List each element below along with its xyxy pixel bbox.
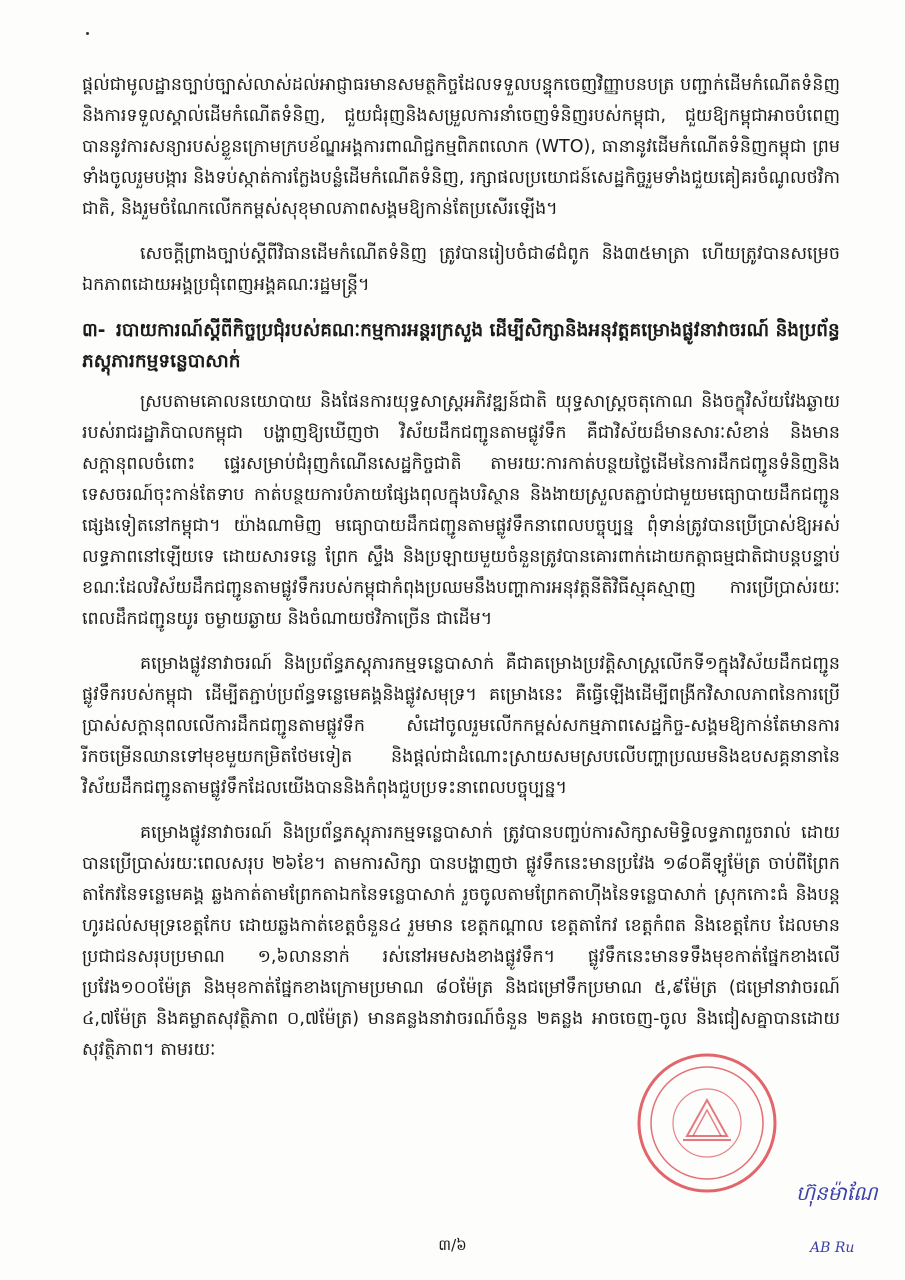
scan-speck	[86, 32, 89, 35]
section-number: ៣-	[82, 320, 106, 341]
paragraph-policy: ស្របតាមគោលនយោបាយ និងផែនការយុទ្ធសាស្ត្រអភិវឌ្ឍន៍ជាតិ យុទ្ធសាស្ត្រចតុកោណ និងចក្ខុវិស័យវែងឆ្ងាយរបស់រាជរដ្ឋាភិបាលកម្ពុជា បង្ហាញឱ្យឃើញថា វិស័យដឹកជញ្ជូនតាមផ្លូវទឹក គឺជាវិស័យដ៏មានសារៈសំខាន់ និងមានសក្តានុពលចំពោះ ផ្ទេរសម្រាប់ជំរុញកំណើនសេដ្ឋកិច្ចជាតិ តាមរយៈការកាត់បន្ថយថ្លៃដើមនៃការដឹកជញ្ជូនទំនិញនិងទេសចរណ៍ចុះកាន់តែទាប កាត់បន្ថយការបំភាយផ្សែងពុលក្នុងបរិស្ថាន និងងាយស្រួលតភ្ជាប់ជាមួយមធ្យោបាយដឹកជញ្ជូនផ្សេងទៀតនៅកម្ពុជា។ យ៉ាងណាមិញ មធ្យោបាយដឹកជញ្ជូនតាមផ្លូវទឹកនាពេលបច្ចុប្បន្ន ពុំទាន់ត្រូវបានប្រើប្រាស់ឱ្យអស់លទ្ធភាពនៅឡើយទេ ដោយសារទន្លេ ព្រែក ស្ទឹង និងប្រឡាយមួយចំនួនត្រូវបានគោរពាក់ដោយកត្តាធម្មជាតិជាបន្តបន្ទាប់ ខណៈដែលវិស័យដឹកជញ្ជូនតាមផ្លូវទឹករបស់កម្ពុជាកំពុងប្រឈមនឹងបញ្ហាការអនុវត្តនីតិវិធីស្មុគស្មាញ ការប្រើប្រាស់រយៈពេលដឹកជញ្ជូនយូរ ចម្ងាយឆ្ងាយ និងចំណាយថវិកាច្រើន ជាដើម។	[82, 392, 840, 629]
section-title: របាយការណ៍ស្តីពីកិច្ចប្រជុំរបស់គណៈកម្មការអន្តរក្រសួង ដើម្បីសិក្សានិងអនុវត្តគម្រោងផ្លូវនាវាចរណ៍ និងប្រព័ន្ធភស្តុភារកម្មទន្លេបាសាក់	[82, 320, 840, 372]
signature-bottom: AB Ru	[810, 1240, 855, 1256]
paragraph-continued: ផ្តល់ជាមូលដ្ឋានច្បាប់ច្បាស់លាស់ដល់អាជ្ញាធរមានសមត្ថកិច្ចដែលទទួលបន្ទុកចេញវិញ្ញាបនបត្រ បញ្ជាក់ដើមកំណើតទំនិញ និងការទទួលស្គាល់ដើមកំណើតទំនិញ, ជួយជំរុញនិងសម្រួលការនាំចេញទំនិញរបស់កម្ពុជា, ជួយឱ្យកម្ពុជាអាចបំពេញបាននូវការសន្យារបស់ខ្លួនក្រោមក្របខ័ណ្ឌអង្គការពាណិជ្ជកម្មពិភពលោក (WTO), ធានានូវដើមកំណើតទំនិញកម្ពុជា ព្រមទាំងចូលរួមបង្ការ និងទប់ស្កាត់ការក្លែងបន្លំដើមកំណើតទំនិញ, រក្សាផលប្រយោជន៍សេដ្ឋកិច្ចរួមទាំងជួយគៀគរចំណូលថវិកាជាតិ, និងរួមចំណែកលើកកម្ពស់សុខុមាលភាពសង្គមឱ្យកាន់តែប្រសើរឡើង។	[82, 75, 840, 219]
signature-initials: ហ៊ុនម៉ាណែ	[796, 1181, 878, 1205]
page-number: ៣/៦	[438, 1236, 467, 1254]
document-body	[82, 70, 840, 1080]
paragraph-study-results: គម្រោងផ្លូវនាវាចរណ៍ និងប្រព័ន្ធភស្តុភារកម្មទន្លេបាសាក់ ត្រូវបានបញ្ចប់ការសិក្សាសមិទ្ធិលទ្ធភាពរួចរាល់ ដោយបានប្រើប្រាស់រយៈពេលសរុប ២៦ខែ។ តាមការសិក្សា បានបង្ហាញថា ផ្លូវទឹកនេះមានប្រវែង ១៨០គីឡូម៉ែត្រ ចាប់ពីព្រែកតាកែវនៃទន្លេមេគង្គ ឆ្លងកាត់តាមព្រែកតាឯកនៃទន្លេបាសាក់ រួចចូលតាមព្រែកតាហ៊ីងនៃទន្លេបាសាក់ ស្រុកកោះធំ និងបន្តហូរដល់សមុទ្រខេត្តកែប ដោយឆ្លងកាត់ខេត្តចំនួន៤ រួមមាន ខេត្តកណ្តាល ខេត្តតាកែវ ខេត្តកំពត និងខេត្តកែប ដែលមានប្រជាជនសរុបប្រមាណ ១,៦លាននាក់ រស់នៅអមសងខាងផ្លូវទឹក។ ផ្លូវទឹកនេះមានទទឹងមុខកាត់ផ្នែកខាងលើប្រវែង១០០ម៉ែត្រ និងមុខកាត់ផ្នែកខាងក្រោមប្រមាណ ៨០ម៉ែត្រ និងជម្រៅទឹកប្រមាណ ៥,៩ម៉ែត្រ (ជម្រៅនាវាចរណ៍ ៤,៧ម៉ែត្រ និងគម្លាតសុវត្ថិភាព ០,៧ម៉ែត្រ) មានគន្លងនាវាចរណ៍ចំនួន ២គន្លង អាចចេញ-ចូល និងជៀសគ្នាបានដោយសុវត្ថិភាព។ តាមរយៈ	[82, 823, 840, 1060]
paragraph-draft-law-summary: សេចក្តីព្រាងច្បាប់ស្តីពីវិធានដើមកំណើតទំនិញ ត្រូវបានរៀបចំជា៨ជំពូក និង៣៥មាត្រា ហើយត្រូវបានសម្រេចឯកភាពដោយអង្គប្រជុំពេញអង្គគណៈរដ្ឋមន្ត្រី។	[82, 244, 840, 295]
paragraph-project-overview: គម្រោងផ្លូវនាវាចរណ៍ និងប្រព័ន្ធភស្តុភារកម្មទន្លេបាសាក់ គឺជាគម្រោងប្រវត្តិសាស្ត្រលើកទី១ក្នុងវិស័យដឹកជញ្ជូនផ្លូវទឹករបស់កម្ពុជា ដើម្បីតភ្ជាប់ប្រព័ន្ធទន្លេមេគង្គនិងផ្លូវសមុទ្រ។ គម្រោងនេះ គឺធ្វើឡើងដើម្បីពង្រីកវិសាលភាពនៃការប្រើប្រាស់សក្តានុពលលើការដឹកជញ្ជូនតាមផ្លូវទឹក សំដៅចូលរួមលើកកម្ពស់សកម្មភាពសេដ្ឋកិច្ច-សង្គមឱ្យកាន់តែមានការរីកចម្រើនឈានទៅមុខមួយកម្រិតថែមទៀត និងផ្តល់ជាដំណោះស្រាយសមស្របលើបញ្ហាប្រឈមនិងឧបសគ្គនានានៃវិស័យដឹកជញ្ជូនតាមផ្លូវទឹកដែលយើងបាននិងកំពុងជួបប្រទះនាពេលបច្ចុប្បន្ន។	[82, 654, 840, 798]
official-seal	[627, 1048, 787, 1198]
section-heading	[82, 315, 840, 377]
